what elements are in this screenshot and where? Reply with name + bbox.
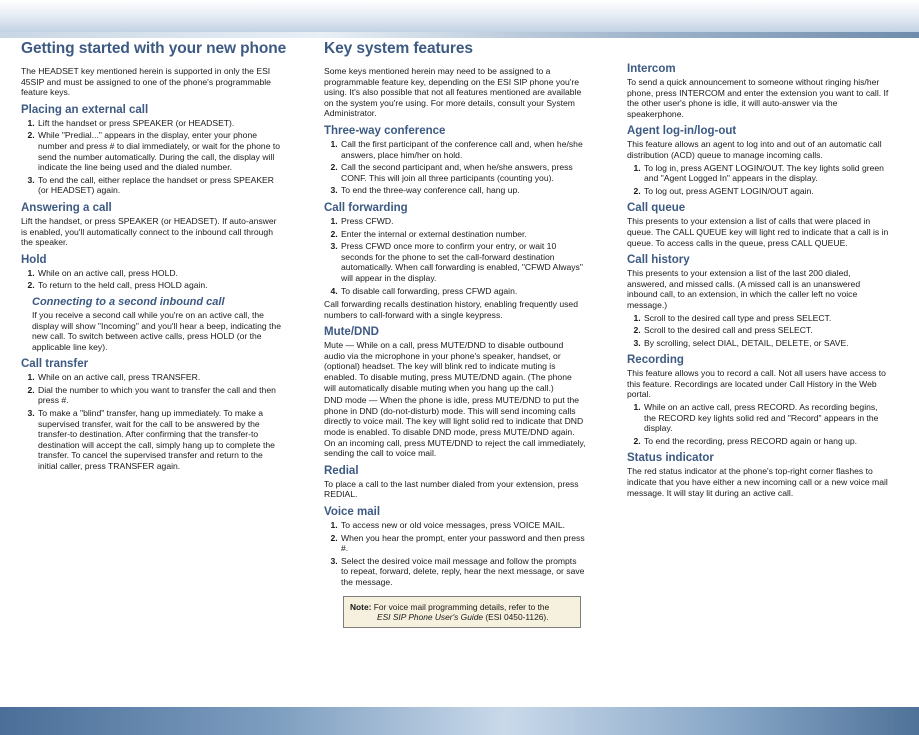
answering-text: Lift the handset, or press SPEAKER (or HEADSET). If auto-answer is enabled, you'll automatically connect to the inbound call through the speaker. xyxy=(21,215,277,248)
list-item: 2. Dial the number to which you want to transfer the call and then press #. xyxy=(37,385,283,406)
transfer-steps xyxy=(21,372,283,471)
heading-status-indicator: Status indicator xyxy=(627,452,714,465)
heading-agent-login: Agent log-in/log-out xyxy=(627,125,737,138)
list-item: 3. Select the desired voice mail message and follow the prompts to repeat, forward, delete, reply, hear the next message, or save the message. xyxy=(340,556,586,588)
list-item: 3. To end the three-way conference call, hang up. xyxy=(340,185,586,196)
top-decorative-band xyxy=(0,0,919,38)
heading-call-history: Call history xyxy=(627,254,690,267)
call-queue-text: This presents to your extension a list of calls that were placed in queue. The CALL QUEUE key will light red to indicate that a call is in queue. To access calls in the queue, press CALL QUEUE. xyxy=(627,216,889,248)
hold-steps xyxy=(21,268,283,291)
recording-text: This feature allows you to record a call. Not all users have access to this feature. Recordings are located under Call History in the Web portal. xyxy=(627,368,886,400)
list-item: 1. To access new or old voice messages, press VOICE MAIL. xyxy=(340,520,586,531)
external-call-steps xyxy=(21,118,283,196)
note-doc-number: (ESI 0450-1126). xyxy=(485,611,549,622)
heading-answering: Answering a call xyxy=(21,201,112,214)
list-item: 2. When you hear the prompt, enter your password and then press #. xyxy=(340,533,586,554)
list-item: 1. While on an active call, press RECORD. As recording begins, the RECORD key lights solid red and "Record" appears in the display. xyxy=(643,402,889,434)
heading-redial: Redial xyxy=(324,464,359,477)
list-item: 4. To disable call forwarding, press CFWD again. xyxy=(340,286,586,297)
bottom-decorative-band xyxy=(0,707,919,735)
list-item: 2. To return to the held call, press HOLD again. xyxy=(37,280,283,291)
heading-recording: Recording xyxy=(627,354,684,367)
column-features-continued xyxy=(627,63,889,500)
redial-text: To place a call to the last number dialed from your extension, press REDIAL. xyxy=(324,478,579,500)
heading-intercom: Intercom xyxy=(627,63,676,75)
intro-text: The HEADSET key mentioned herein is supported in only the ESI 45SIP and must be assigned to one of the phone's programmable feature keys. xyxy=(21,66,271,98)
list-item: 1. While on an active call, press HOLD. xyxy=(37,268,283,279)
list-item: 2. To end the recording, press RECORD again or hang up. xyxy=(643,436,889,447)
list-item: 2. While "Predial..." appears in the display, enter your phone number and press # to dial immediately, or wait for the phone to send the number automatically. During the call, the display will indicate the line being used and the dialed number. xyxy=(37,130,283,172)
note-text: For voice mail programming details, refer to the xyxy=(373,601,550,612)
heading-external-call: Placing an external call xyxy=(21,103,149,116)
page-title-key-system: Key system features xyxy=(324,40,473,57)
heading-call-forwarding: Call forwarding xyxy=(324,201,408,214)
list-item: 2. Enter the internal or external destination number. xyxy=(340,229,586,240)
heading-second-inbound: Connecting to a second inbound call xyxy=(32,295,225,308)
agent-text: This feature allows an agent to log into and out of an automatic call distribution (ACD) queue to manage incoming calls. xyxy=(627,139,882,160)
heading-three-way: Three-way conference xyxy=(324,124,446,137)
list-item: 1. Lift the handset or press SPEAKER (or HEADSET). xyxy=(37,118,283,129)
intercom-text: To send a quick announcement to someone without ringing his/her phone, press INTERCOM and enter the extension you want to call. If the other user's phone is idle, it will auto-answer via the speakerphone. xyxy=(627,77,889,119)
forwarding-steps xyxy=(324,216,586,296)
agent-steps xyxy=(627,163,889,197)
heading-mute-dnd: Mute/DND xyxy=(324,326,379,339)
three-way-steps xyxy=(324,139,586,196)
call-history-text: This presents to your extension a list of the last 200 dialed, answered, and missed calls. (A missed call is an unanswered inbound call, to an extension, in which the caller left no voice message.) xyxy=(627,268,861,310)
list-item: 1. Scroll to the desired call type and press SELECT. xyxy=(643,313,889,324)
second-inbound-text: If you receive a second call while you're on an active call, the display will show "Incoming" and you'll hear a beep, indicating the new call. To switch between active calls, press HOLD (or the applicable line key). xyxy=(32,309,281,352)
mute-text: Mute — While on a call, press MUTE/DND to disable outbound audio via the microphone in your phone's speaker, handset, or (optional) headset. The key will blink red to indicate muting is enabled. To disable muting, press MUTE/DND again. (The phone will automatically disable muting when you hang up the call.) xyxy=(324,340,572,393)
dnd-text: DND mode — When the phone is idle, press MUTE/DND to put the phone in DND (do-not-disturb) mode. This will send incoming calls directly to voice mail. The key will light solid red to indicate that DND mode is enabled. To disable DND mode, press MUTE/DND again. On an incoming call, press MUTE/DND to reject the call immediately, sending the call to voice mail. xyxy=(324,395,586,459)
heading-voice-mail: Voice mail xyxy=(324,506,381,518)
list-item: 1. To log in, press AGENT LOGIN/OUT. The key lights solid green and "Agent Logged In" appears in the display. xyxy=(643,163,889,184)
list-item: 1. Call the first participant of the conference call and, when he/she answers, place him/her on hold. xyxy=(340,139,586,160)
list-item: 1. Press CFWD. xyxy=(340,216,586,227)
list-item: 3. Press CFWD once more to confirm your entry, or wait 10 seconds for the phone to set the call-forward destination automatically. When call forwarding is enabled, "CFWD Always" will appear in the display. xyxy=(340,241,586,283)
call-history-steps xyxy=(627,313,889,349)
column-key-system xyxy=(324,40,586,628)
key-system-intro: Some keys mentioned herein may need to be assigned to a programmable feature key, depending on the ESI SIP phone you're using. It's also possible that not all features mentioned are available on the system you're using. For more details, consult your System Administrator. xyxy=(324,66,582,119)
heading-hold: Hold xyxy=(21,253,47,266)
page-title-getting-started: Getting started with your new phone xyxy=(21,40,287,57)
recording-steps xyxy=(627,402,889,446)
list-item: 3. To make a "blind" transfer, hang up immediately. To make a supervised transfer, wait for the call to be answered by the transfer-to destination. After confirming that the transfer-to destination will accept the call, simply hang up to complete the transfer. To cancel the supervised transfer and return to the initial caller, press TRANSFER again. xyxy=(37,408,283,472)
list-item: 2. Call the second participant and, when he/she answers, press CONF. This will join all three participants (counting you). xyxy=(340,162,586,183)
voice-mail-steps xyxy=(324,520,586,588)
list-item: 3. To end the call, either replace the handset or press SPEAKER (or HEADSET) again. xyxy=(37,175,283,196)
list-item: 1. While on an active call, press TRANSFER. xyxy=(37,372,283,383)
list-item: 2. Scroll to the desired call and press SELECT. xyxy=(643,325,889,336)
status-indicator-text: The red status indicator at the phone's top-right corner flashes to indicate that you have either a new incoming call or a new voice mail message. It will stay lit during an active call. xyxy=(627,466,888,498)
note-guide-reference: ESI SIP Phone User's Guide xyxy=(377,611,484,622)
voice-mail-note-box xyxy=(343,596,581,629)
column-getting-started xyxy=(21,40,287,475)
note-label: Note: xyxy=(350,601,372,612)
list-item: 3. By scrolling, select DIAL, DETAIL, DELETE, or SAVE. xyxy=(643,338,889,349)
heading-call-queue: Call queue xyxy=(627,202,686,215)
list-item: 2. To log out, press AGENT LOGIN/OUT again. xyxy=(643,186,889,197)
heading-call-transfer: Call transfer xyxy=(21,358,89,371)
forwarding-after-text: Call forwarding recalls destination history, enabling frequently used numbers to call-forward with a single keypress. xyxy=(324,299,578,320)
